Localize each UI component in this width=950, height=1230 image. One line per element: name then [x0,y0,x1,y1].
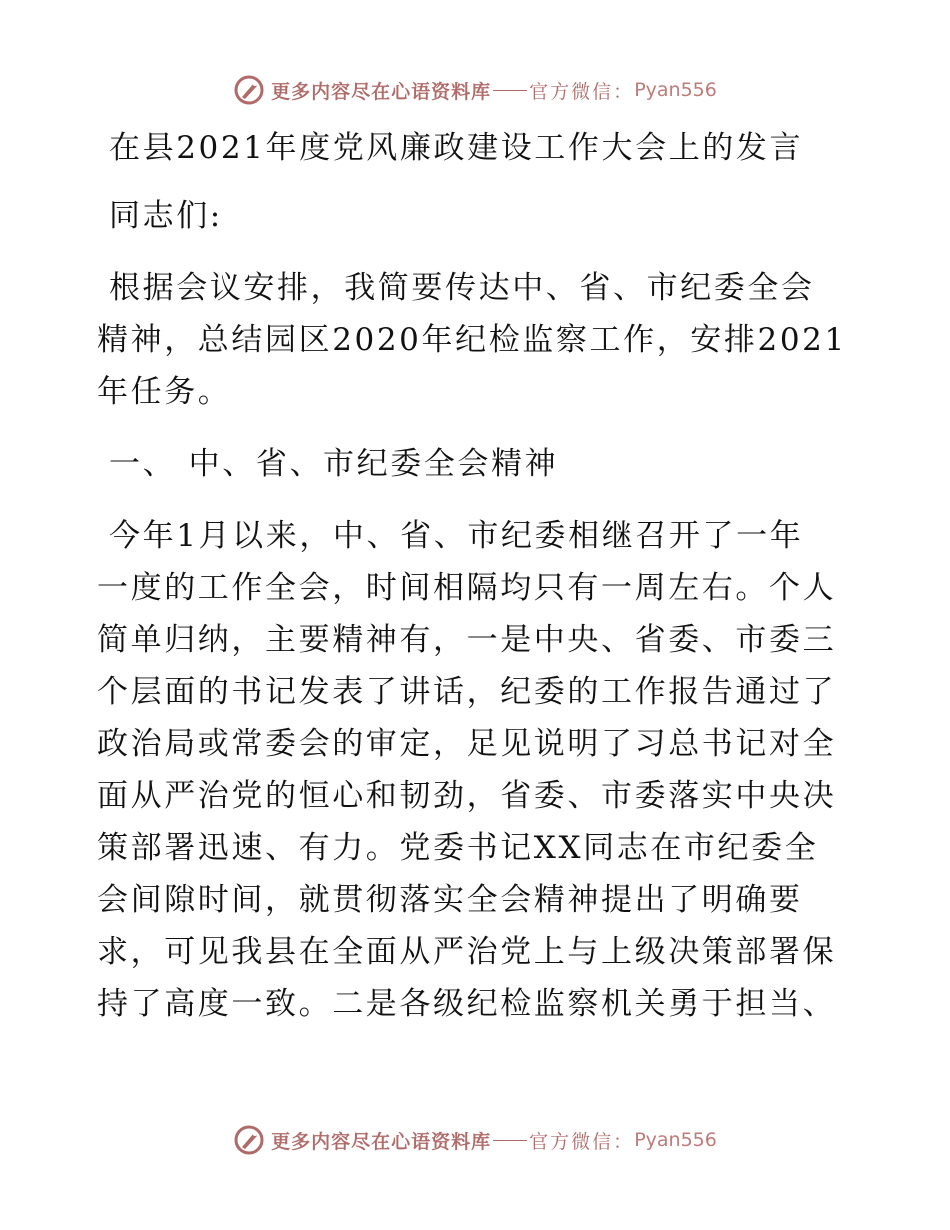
paragraph-line: 会间隙时间，就贯彻落实全会精神提出了明确要 [97,882,803,918]
document-body [97,122,857,1030]
paragraph-line: 求，可见我县在全面从严治党上与上级决策部署保 [97,934,837,970]
greeting: 同志们: [109,198,223,234]
paragraph-line: 政治局或常委会的审定，足见说明了习总书记对全 [97,726,837,762]
footer-watermark [0,1120,950,1160]
paragraph-line: 简单归纳，主要精神有，一是中央、省委、市委三 [97,622,837,658]
watermark-separator [493,1140,527,1141]
watermark-wechat-id: Pyan556 [634,79,717,101]
watermark-text: 更多内容尽在心语资料库 [271,1130,492,1153]
header-watermark [0,70,950,110]
watermark-official-label: 官方微信： [529,1130,635,1153]
watermark-official-label: 官方微信： [529,80,635,103]
document-title: 在县2021年度党风廉政建设工作大会上的发言 [109,130,804,166]
paragraph-line: 策部署迅速、有力。党委书记XX同志在市纪委全 [97,830,819,866]
section-heading-1: 一、 中、省、市纪委全会精神 [109,446,559,482]
paragraph-line: 个层面的书记发表了讲话，纪委的工作报告通过了 [97,674,837,710]
paragraph-line: 面从严治党的恒心和韧劲，省委、市委落实中央决 [97,778,837,814]
watermark-separator [493,90,527,91]
pen-logo-icon [233,74,265,106]
paragraph-line: 精神，总结园区2020年纪检监察工作，安排2021 [97,322,847,358]
intro-paragraph [97,262,857,418]
pen-logo-icon [233,1124,265,1156]
paragraph-line: 一度的工作全会，时间相隔均只有一周左右。个人 [97,570,837,606]
body-paragraph [97,510,857,1030]
paragraph-line: 持了高度一致。二是各级纪检监察机关勇于担当、 [97,986,837,1022]
watermark-wechat-id: Pyan556 [634,1129,717,1151]
paragraph-line: 今年1月以来，中、省、市纪委相继召开了一年 [109,518,804,554]
watermark-text: 更多内容尽在心语资料库 [271,80,492,103]
paragraph-line: 根据会议安排，我简要传达中、省、市纪委全会 [109,270,815,306]
paragraph-line: 年任务。 [97,374,232,410]
